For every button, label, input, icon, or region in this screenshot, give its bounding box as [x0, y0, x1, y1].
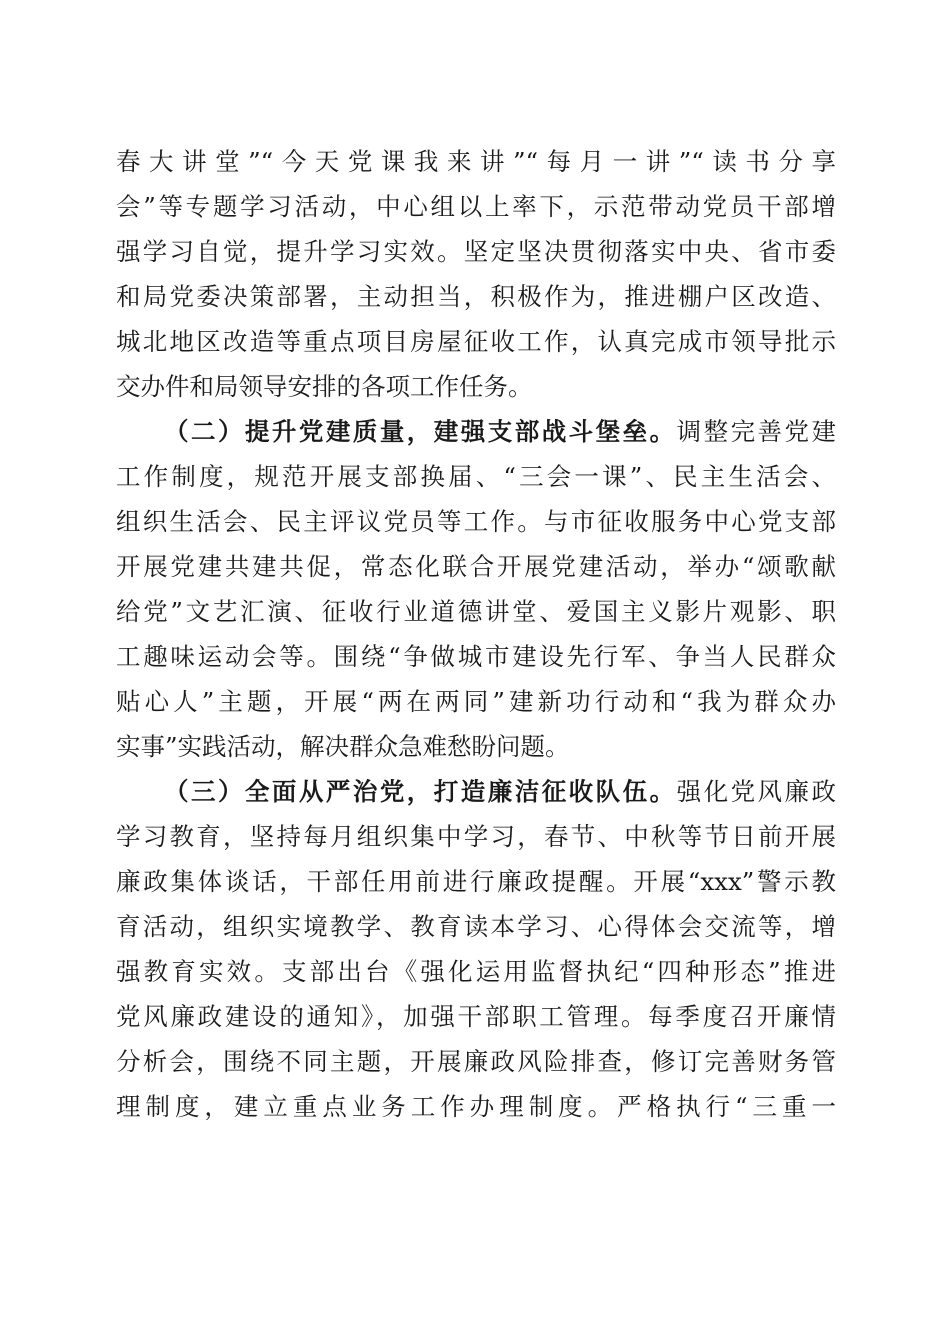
text-line: 理制度，建立重点业务工作办理制度。严格执行“三重一 — [116, 1092, 836, 1121]
text-run: 调整完善党建 — [676, 417, 836, 446]
text-line: 开展党建共建共促，常态化联合开展党建活动，举办“颂歌献 — [116, 552, 836, 581]
paragraph-first-line — [116, 409, 836, 454]
text-line: 交办件和局领导安排的各项工作任务。 — [116, 372, 533, 401]
section-heading: （三）全面从严治党，打造廉洁征收队伍。 — [164, 777, 677, 806]
paragraph-2 — [116, 409, 836, 769]
text-line: 党风廉政建设的通知》，加强干部职工管理。每季度召开廉情 — [116, 1002, 836, 1031]
text-run: 强化党风廉政 — [676, 777, 836, 806]
text-line: 强学习自觉，提升学习实效。坚定坚决贯彻落实中央、省市委 — [116, 237, 836, 266]
paragraph-3 — [116, 769, 836, 1129]
section-heading: （二）提升党建质量，建强支部战斗堡垒。 — [164, 417, 677, 446]
text-line: 廉政集体谈话，干部任用前进行廉政提醒。开展“xxx”警示教 — [116, 867, 836, 896]
text-line: 学习教育，坚持每月组织集中学习，春节、中秋等节日前开展 — [116, 822, 836, 851]
paragraph-first-line — [116, 769, 836, 814]
text-line: 会”等专题学习活动，中心组以上率下，示范带动党员干部增 — [116, 192, 836, 221]
text-line: 实事”实践活动，解决群众急难愁盼问题。 — [116, 732, 570, 761]
text-line: 育活动，组织实境教学、教育读本学习、心得体会交流等，增 — [116, 912, 836, 941]
text-line: 城北地区改造等重点项目房屋征收工作，认真完成市领导批示 — [116, 327, 836, 356]
paragraph-1 — [116, 139, 836, 409]
text-line: 工作制度，规范开展支部换届、“三会一课”、民主生活会、 — [116, 462, 836, 491]
text-line: 贴心人”主题，开展“两在两同”建新功行动和“我为群众办 — [116, 687, 836, 716]
text-line: 工趣味运动会等。围绕“争做城市建设先行军、争当人民群众 — [116, 642, 836, 671]
text-line: 和局党委决策部署，主动担当，积极作为，推进棚户区改造、 — [116, 282, 836, 311]
text-line: 给党”文艺汇演、征收行业道德讲堂、爱国主义影片观影、职 — [116, 597, 836, 626]
text-line: 春大讲堂”“今天党课我来讲”“每月一讲”“读书分享 — [116, 147, 836, 176]
text-line: 组织生活会、民主评议党员等工作。与市征收服务中心党支部 — [116, 507, 836, 536]
text-line: 强教育实效。支部出台《强化运用监督执纪“四种形态”推进 — [116, 957, 836, 986]
text-line: 分析会，围绕不同主题，开展廉政风险排查，修订完善财务管 — [116, 1047, 836, 1076]
document-body — [116, 139, 836, 1129]
